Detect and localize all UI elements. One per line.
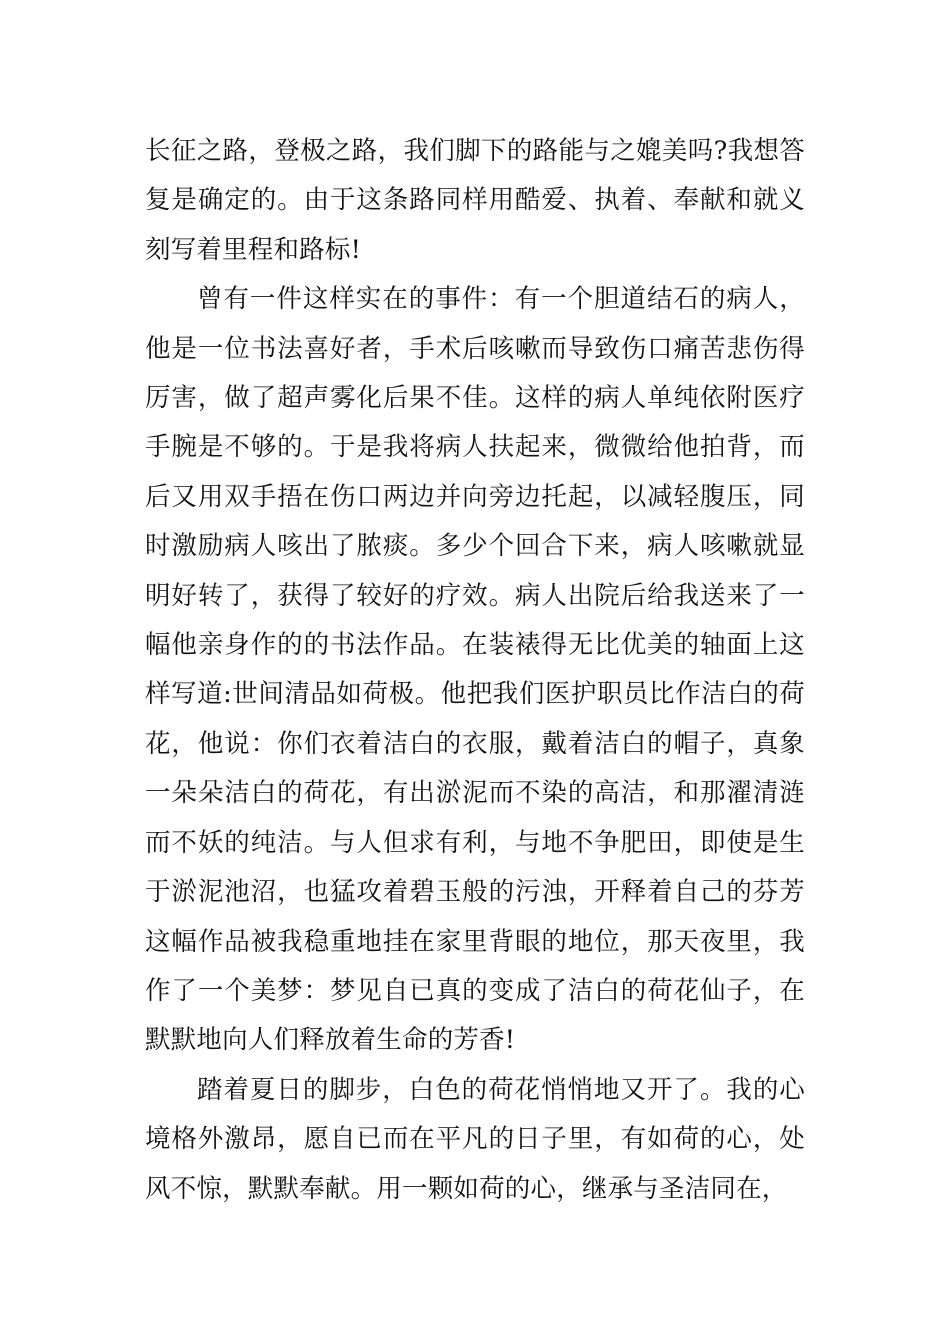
document-page: [145, 127, 805, 1214]
paragraph-1: 长征之路，登极之路，我们脚下的路能与之媲美吗?我想答复是确定的。由于这条路同样用酷爱、执着、奉献和就义刻写着里程和路标!: [145, 136, 805, 265]
paragraph-2: 曾有一件这样实在的事件：有一个胆道结石的病人，他是一位书法喜好者，手术后咳嗽而导致伤口痛苦悲伤得厉害，做了超声雾化后果不佳。这样的病人单纯依附医疗手腕是不够的。于是我将病人扶起来，微微给他拍背，而后又用双手捂在伤口两边并向旁边托起，以减轻腹压，同时激励病人咳出了脓痰。多少个回合下来，病人咳嗽就显明好转了，获得了较好的疗效。病人出院后给我送来了一幅他亲身作的的书法作品。在装裱得无比优美的轴面上这样写道:世间清品如荷极。他把我们医护职员比作洁白的荷花，他说：你们衣着洁白的衣服，戴着洁白的帽子，真象一朵朵洁白的荷花，有出淤泥而不染的高洁，和那濯清涟而不妖的纯洁。与人但求有利，与地不争肥田，即使是生于淤泥池沼，也猛攻着碧玉般的污浊，开释着自己的芬芳这幅作品被我稳重地挂在家里背眼的地位，那天夜里，我作了一个美梦：梦见自已真的变成了洁白的荷花仙子，在默默地向人们释放着生命的芳香!: [145, 284, 805, 1056]
paragraph-3: 踏着夏日的脚步，白色的荷花悄悄地又开了。我的心境格外激昂，愿自已而在平凡的日子里，有如荷的心，处风不惊，默默奉献。用一颗如荷的心，继承与圣洁同在，: [145, 1074, 805, 1204]
